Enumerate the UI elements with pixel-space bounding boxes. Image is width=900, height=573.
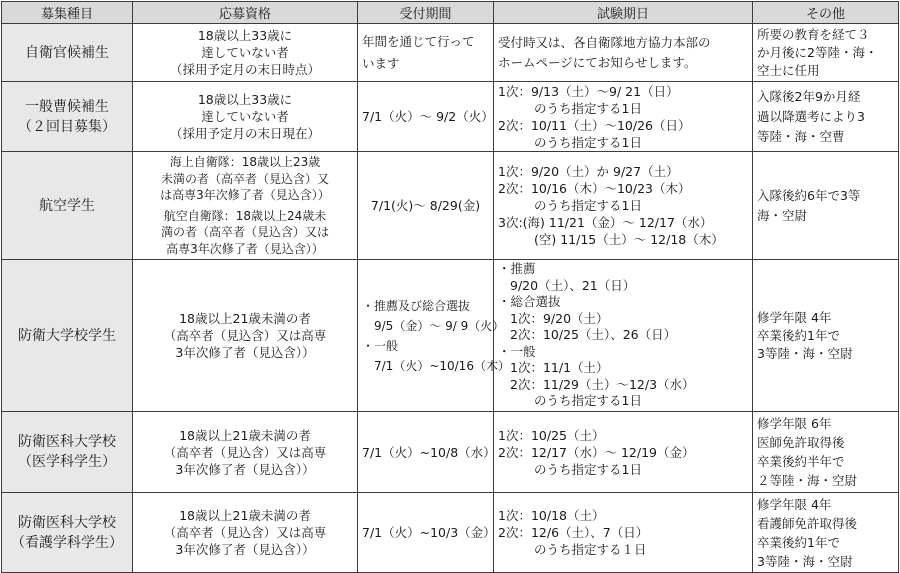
exam-line: 1次：11/1（土） bbox=[510, 360, 609, 376]
other-cell bbox=[753, 152, 899, 260]
exam-cell bbox=[494, 493, 753, 573]
category-line: 航空学生 bbox=[39, 197, 95, 214]
category-line: （医学科学生） bbox=[18, 454, 116, 470]
exam-line: 2次：11/29（土）～12/3（水） bbox=[510, 376, 695, 392]
category-cell bbox=[2, 82, 133, 152]
qualification-line: 達していない者 bbox=[201, 45, 289, 60]
period-cell bbox=[358, 24, 494, 82]
category-line: 防衛医科大学校 bbox=[18, 434, 116, 450]
qualification-line: （採用予定月の末日現在） bbox=[169, 126, 320, 141]
exam-line: 1次：10/25（土） bbox=[498, 427, 605, 443]
other-cell bbox=[753, 493, 899, 573]
exam-line: のうち指定する1日 bbox=[534, 134, 642, 150]
period-cell bbox=[358, 412, 494, 493]
qualification-line: 3年次修了者（見込含）） bbox=[175, 461, 315, 477]
other-line: 卒業後約半年で bbox=[757, 454, 845, 469]
qualification-line: 18歳以上21歳未満の者 bbox=[179, 427, 311, 443]
qualification-line: 達していない者 bbox=[201, 109, 289, 124]
qualification-line: 18歳以上33歳に bbox=[197, 92, 293, 107]
exam-line: 1次：10/18（土） bbox=[498, 508, 605, 523]
qualification-line: 高専3年次修了者（見込含）） bbox=[166, 241, 324, 256]
exam-line: 受付時又は、各自衛隊地方協力本部の bbox=[498, 34, 711, 50]
period-line: 年間を通じて行って bbox=[362, 33, 475, 49]
category-cell bbox=[2, 152, 133, 260]
exam-line: 1次：9/20（土）か 9/27（土） bbox=[498, 164, 679, 179]
exam-line: 2次：10/25（土）、26（日） bbox=[510, 327, 677, 343]
qualification-line: 未満の者（高卒者（見込含）又 bbox=[160, 171, 329, 186]
period-cell bbox=[358, 493, 494, 573]
other-cell bbox=[753, 82, 899, 152]
header-qualification: 応募資格 bbox=[133, 2, 358, 24]
table-row bbox=[2, 152, 899, 260]
other-line: 3等陸・海・空尉 bbox=[757, 553, 853, 569]
qualification-line: 航空自衛隊：18歳以上24歳未 bbox=[163, 208, 327, 223]
category-line: 一般曹候補生 bbox=[25, 98, 109, 115]
exam-line: 2次：12/6（土）、7（日） bbox=[498, 525, 649, 540]
exam-line: ・推薦 bbox=[498, 261, 536, 277]
period-cell bbox=[358, 152, 494, 260]
table-row bbox=[2, 412, 899, 493]
other-line: 入隊後2年9か月経 bbox=[757, 88, 861, 104]
header-period: 受付期間 bbox=[358, 2, 494, 24]
qualification-line: 満の者（高卒者（見込含）又は bbox=[160, 225, 329, 239]
exam-cell bbox=[494, 24, 753, 82]
category-cell bbox=[2, 493, 133, 573]
header-other: その他 bbox=[753, 2, 899, 24]
table-row bbox=[2, 82, 899, 152]
qualification-line: 3年次修了者（見込含）） bbox=[175, 345, 315, 360]
qualification-line: は高専3年次修了者（見込含）） bbox=[160, 188, 330, 202]
other-line: 卒業後約1年で bbox=[757, 534, 840, 550]
other-line: 等陸・海・空曹 bbox=[757, 128, 845, 144]
qualification-line: （高卒者（見込含）又は高専 bbox=[163, 328, 327, 343]
other-cell bbox=[753, 24, 899, 82]
table-row bbox=[2, 493, 899, 573]
qualification-line: （採用予定月の末日時点） bbox=[169, 62, 320, 77]
exam-cell bbox=[494, 82, 753, 152]
exam-line: 1次：9/13（土）～9/ 21（日） bbox=[498, 83, 679, 99]
category-cell bbox=[2, 412, 133, 493]
other-line: 過以降選考により3 bbox=[757, 108, 865, 124]
qualification-line: （高卒者（見込含）又は高専 bbox=[163, 444, 327, 460]
category-line: 防衛医科大学校 bbox=[18, 514, 116, 531]
category-line: 自衛官候補生 bbox=[25, 44, 109, 61]
period-line: 7/1（火）~10/16（木） bbox=[374, 358, 510, 373]
exam-line: のうち指定する1日 bbox=[534, 393, 642, 409]
exam-line: (空) 11/15（土）～ 12/18（木） bbox=[534, 232, 724, 247]
period-line: 7/1（火）～ 9/2（火） bbox=[362, 109, 494, 124]
other-line: 看護師免許取得後 bbox=[757, 515, 858, 531]
exam-line: のうち指定する1日 bbox=[534, 100, 642, 116]
qualification-line: 18歳以上21歳未満の者 bbox=[179, 311, 311, 326]
exam-line: のうち指定する1日 bbox=[534, 198, 642, 213]
qualification-cell bbox=[133, 24, 358, 82]
category-line: （看護学科学生） bbox=[11, 534, 123, 551]
other-line: 空士に任用 bbox=[757, 62, 820, 78]
period-line: 7/1(火)～ 8/29(金) bbox=[370, 198, 481, 213]
period-line: 7/1（火）~10/8（水） bbox=[362, 444, 496, 460]
exam-line: 2次：10/11（土）～10/26（日） bbox=[498, 117, 691, 133]
qualification-line: （高卒者（見込含）又は高専 bbox=[163, 525, 327, 540]
other-cell bbox=[753, 412, 899, 493]
other-line: 3等陸・海・空尉 bbox=[757, 345, 853, 361]
other-line: 修学年限 4年 bbox=[757, 309, 832, 325]
period-cell bbox=[358, 260, 510, 412]
other-line: 卒業後約1年で bbox=[757, 327, 840, 343]
exam-line: のうち指定する1日 bbox=[534, 461, 642, 477]
table-row bbox=[2, 260, 899, 412]
qualification-cell bbox=[133, 412, 358, 493]
qualification-line: 3年次修了者（見込含）） bbox=[175, 542, 315, 557]
category-cell bbox=[2, 24, 133, 82]
other-cell bbox=[753, 260, 899, 412]
period-line: 7/1（火）~10/3（金） bbox=[362, 525, 496, 540]
period-line: います bbox=[362, 55, 400, 71]
exam-line: のうち指定する１日 bbox=[534, 542, 647, 557]
exam-line: ・一般 bbox=[498, 343, 536, 359]
period-cell bbox=[358, 82, 494, 152]
other-line: 入隊後約6年で3等 bbox=[757, 187, 861, 203]
exam-line: ・総合選抜 bbox=[498, 294, 561, 310]
header-category: 募集種目 bbox=[2, 2, 133, 24]
category-line: （２回目募集） bbox=[18, 118, 116, 135]
period-line: 9/5（金）～ 9/ 9（火） bbox=[374, 318, 505, 333]
qualification-line: 海上自衛隊：18歳以上23歳 bbox=[169, 155, 321, 169]
category-line: 防衛大学校学生 bbox=[18, 327, 116, 344]
other-line: ２等陸・海・空尉 bbox=[757, 473, 858, 488]
exam-line: 2次：12/17（水）～ 12/19（金） bbox=[498, 444, 695, 460]
other-line: 海・空尉 bbox=[757, 207, 808, 223]
recruitment-table bbox=[1, 1, 899, 573]
exam-cell bbox=[494, 260, 753, 412]
exam-line: 1次：9/20（土） bbox=[510, 310, 609, 326]
period-line: ・推薦及び総合選抜 bbox=[362, 298, 471, 313]
other-line: か月後に2等陸・海・ bbox=[757, 44, 878, 60]
period-line: ・一般 bbox=[362, 338, 399, 353]
qualification-cell bbox=[133, 82, 358, 152]
other-line: 修学年限 4年 bbox=[757, 496, 832, 512]
other-line: 医師免許取得後 bbox=[757, 435, 845, 450]
exam-line: 3次:(海) 11/21（金）～ 12/17（水） bbox=[498, 215, 713, 230]
exam-cell bbox=[494, 152, 753, 260]
other-line: 修学年限 6年 bbox=[757, 416, 832, 431]
qualification-cell bbox=[133, 493, 358, 573]
qualification-line: 18歳以上33歳に bbox=[197, 28, 293, 43]
exam-line: 2次：10/16（木）～10/23（木） bbox=[498, 181, 691, 196]
table-row bbox=[2, 24, 899, 82]
header-exam-date: 試験期日 bbox=[494, 2, 753, 24]
exam-cell bbox=[494, 412, 753, 493]
exam-line: 9/20（土）、21（日） bbox=[510, 277, 636, 293]
header-row bbox=[2, 2, 899, 24]
other-line: 所要の教育を経て３ bbox=[757, 26, 870, 42]
qualification-line: 18歳以上21歳未満の者 bbox=[179, 508, 311, 523]
qualification-cell bbox=[133, 260, 358, 412]
qualification-cell bbox=[133, 152, 358, 260]
category-cell bbox=[2, 260, 133, 412]
exam-line: ホームページにてお知らせします。 bbox=[498, 54, 697, 70]
